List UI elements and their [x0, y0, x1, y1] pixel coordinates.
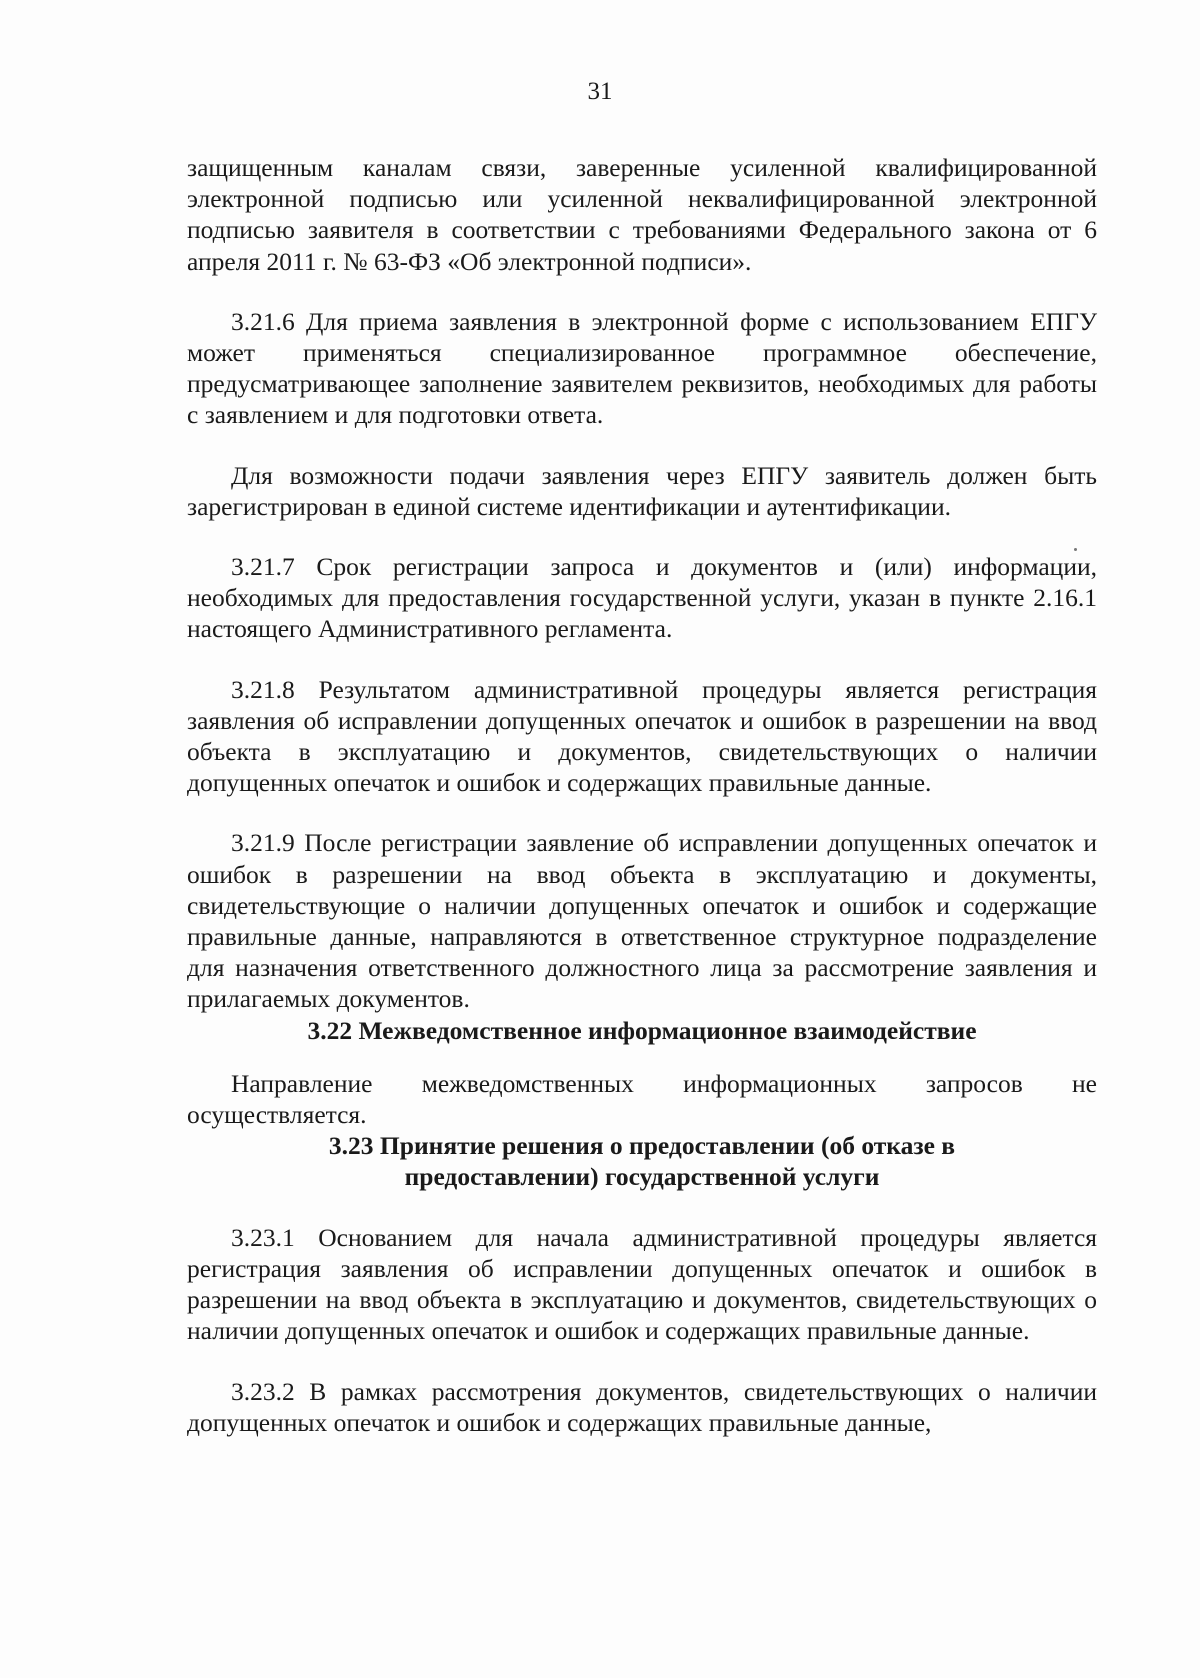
section-heading-3-23-line-1: 3.23 Принятие решения о предоставлении (об отказе в [328, 1131, 956, 1161]
section-heading-3-23 [187, 1130, 1097, 1192]
paragraph-continuation: защищенным каналам связи, заверенные усиленной квалифицированной электронной подписью или усиленной неквалифицированной электронной подписью заявителя в соответствии с требованиями Федерального закона от 6 апреля 2011 г. № 63-ФЗ «Об электронной подписи». [187, 153, 1097, 276]
paragraph-3-21-7: 3.21.7 Срок регистрации запроса и документов и (или) информации, необходимых для предоставления государственной услуги, указан в пункте 2.16.1 настоящего Административного регламента. [187, 552, 1097, 644]
paragraph-3-22: Направление межведомственных информационных запросов не осуществляется. [187, 1068, 1097, 1130]
paragraph-3-21-6: 3.21.6 Для приема заявления в электронной форме с использованием ЕПГУ может применяться специализированное программное обеспечение, предусматривающее заполнение заявителем реквизитов, необходимых для работы с заявлением и для подготовки ответа. [187, 306, 1097, 430]
section-heading-3-23-line-2: предоставлении) государственной услуги [404, 1162, 880, 1192]
document-body [187, 152, 1097, 1438]
paragraph-3-23-2: 3.23.2 В рамках рассмотрения документов, свидетельствующих о наличии допущенных опечаток и ошибок и содержащих правильные данные, [187, 1376, 1097, 1437]
section-heading-3-22: 3.22 Межведомственное информационное взаимодействие [307, 1015, 977, 1045]
paragraph-3-21-8: 3.21.8 Результатом административной процедуры является регистрация заявления об исправлении допущенных опечаток и ошибок в разрешении на ввод объекта в эксплуатацию и документов, свидетельствующих о наличии допущенных опечаток и ошибок и содержащих правильные данные. [187, 674, 1097, 798]
page-number: 31 [587, 78, 613, 105]
paragraph-epgu-registration: Для возможности подачи заявления через ЕПГУ заявитель должен быть зарегистрирован в единой системе идентификации и аутентификации. [187, 460, 1097, 521]
paragraph-3-21-9: 3.21.9 После регистрации заявление об исправлении допущенных опечаток и ошибок в разрешении на ввод объекта в эксплуатацию и документы, свидетельствующие о наличии допущенных опечаток и ошибок и содержащие правильные данные, направляются в ответственное структурное подразделение для назначения ответственного должностного лица за рассмотрение заявления и прилагаемых документов. [187, 828, 1097, 1014]
paragraph-3-23-1: 3.23.1 Основанием для начала административной процедуры является регистрация заявления об исправлении допущенных опечаток и ошибок в разрешении на ввод объекта в эксплуатацию и документов, свидетельствующих о наличии допущенных опечаток и ошибок и содержащих правильные данные. [187, 1222, 1097, 1346]
